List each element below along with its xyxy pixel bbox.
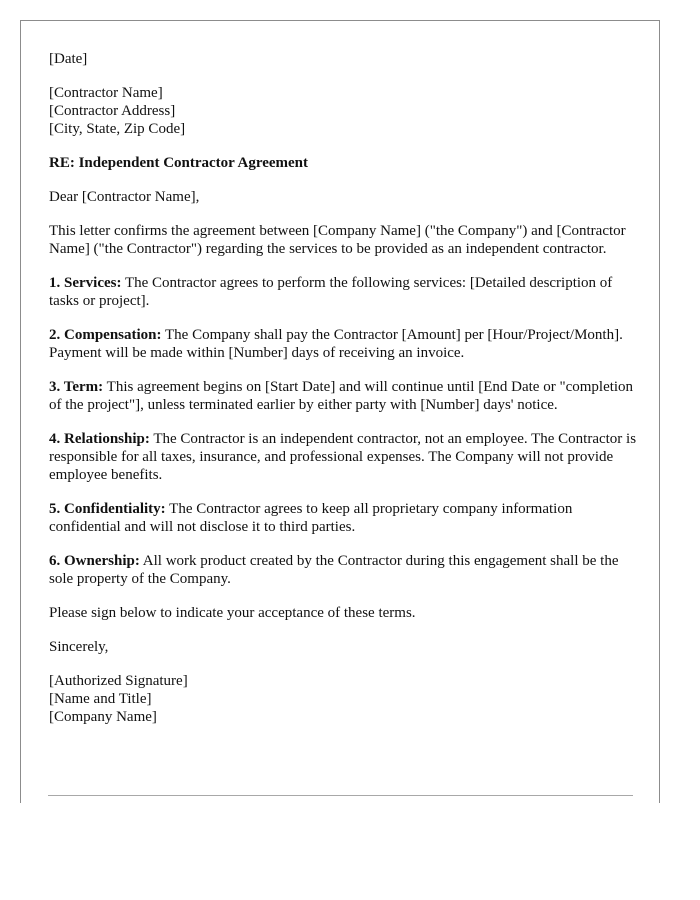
clause-text: This agreement begins on [Start Date] and will continue until [End Date or "completion of the project"], unless terminated earlier by either party with [Number] days' notice.	[49, 379, 634, 413]
clause-term	[49, 378, 639, 414]
clause-text: The Contractor is an independent contractor, not an employee. The Contractor is responsible for all taxes, insurance, and professional expenses. The Company will not provide employee benefits.	[49, 431, 637, 483]
clause-heading: 3. Term:	[49, 379, 104, 395]
signature-block	[49, 672, 639, 726]
letter-date: [Date]	[49, 51, 88, 67]
authorized-signature: [Authorized Signature]	[49, 673, 188, 689]
recipient-city-state-zip: [City, State, Zip Code]	[49, 121, 186, 137]
date-block	[49, 50, 639, 68]
clause-heading: 4. Relationship:	[49, 431, 150, 447]
signer-name-and-title: [Name and Title]	[49, 691, 152, 707]
closing-request: Please sign below to indicate your acceptance of these terms.	[49, 605, 416, 621]
sign-off: Sincerely,	[49, 639, 109, 655]
footer-divider	[48, 795, 633, 796]
signer-company-name: [Company Name]	[49, 709, 157, 725]
subject-line: RE: Independent Contractor Agreement	[49, 155, 309, 171]
clause-compensation	[49, 326, 639, 362]
clause-text: The Contractor agrees to keep all proprietary company information confidential and will not disclose it to third parties.	[49, 501, 573, 535]
clause-text: The Company shall pay the Contractor [Amount] per [Hour/Project/Month]. Payment will be made within [Number] days of receiving an invoice.	[49, 327, 623, 361]
clause-text: The Contractor agrees to perform the following services: [Detailed description of tasks or project].	[49, 275, 613, 309]
clause-text: All work product created by the Contractor during this engagement shall be the sole property of the Company.	[49, 553, 619, 587]
salutation: Dear [Contractor Name],	[49, 189, 200, 205]
clause-heading: 2. Compensation:	[49, 327, 162, 343]
clause-confidentiality	[49, 500, 639, 536]
clause-heading: 1. Services:	[49, 275, 122, 291]
clause-heading: 6. Ownership:	[49, 553, 140, 569]
letter-page	[20, 20, 660, 803]
letter-body	[49, 50, 639, 742]
recipient-address-block	[49, 84, 639, 138]
intro-paragraph: This letter confirms the agreement between [Company Name] ("the Company") and [Contractor Name] ("the Contractor") regarding the services to be provided as an independent contractor.	[49, 223, 626, 257]
recipient-address: [Contractor Address]	[49, 103, 176, 119]
clause-relationship	[49, 430, 639, 484]
clause-services	[49, 274, 639, 310]
recipient-name: [Contractor Name]	[49, 85, 163, 101]
clause-ownership	[49, 552, 639, 588]
clause-heading: 5. Confidentiality:	[49, 501, 166, 517]
